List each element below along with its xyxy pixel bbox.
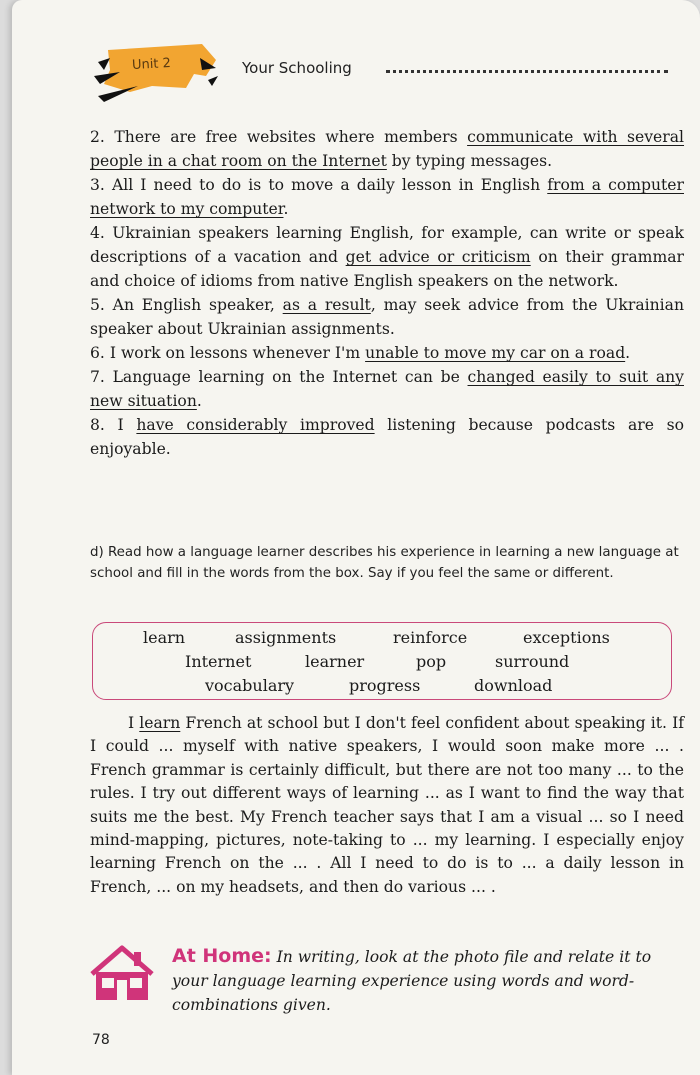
word-box-item: download — [474, 676, 553, 695]
page-number: 78 — [92, 1032, 110, 1048]
word-box-item: assignments — [235, 628, 337, 647]
word-box-item: vocabulary — [205, 676, 295, 695]
word-box-row — [93, 652, 671, 676]
dotted-rule — [386, 70, 668, 73]
at-home-task — [172, 944, 686, 1017]
unit-badge-icon — [90, 40, 220, 106]
sentence-2: 2. There are free websites where members communicate with several people in a chat room on the Internet by typing messages. — [90, 128, 685, 170]
unit-label: Unit 2 — [131, 55, 172, 74]
sentence-8: 8. I have considerably improved listening because podcasts are so enjoyable. — [90, 416, 684, 458]
word-box-item: exceptions — [523, 628, 610, 647]
word-box-item: surround — [495, 652, 570, 671]
textbook-page — [12, 0, 700, 1075]
sentence-3: 3. All I need to do is to move a daily lesson in English from a computer network to my computer. — [90, 176, 684, 218]
page-header — [90, 40, 690, 110]
word-box-item: pop — [416, 652, 447, 671]
word-box-item: learn — [143, 628, 186, 647]
fill-in-passage: I learn French at school but I don't feel confident about speaking it. If I could ... myself with native speakers, I would soon make more ... . French grammar is certainly difficult, but there are not too many ... to the rules. I try out different ways of learning ... as I want to find the way that suits me the best. My French teacher says that I am a visual ... so I need mind-mapping, pictures, note-taking to ... my learning. I especially enjoy learning French on the ... . All I need to do is to ... a daily lesson in French, ... on my headsets, and then do various ... . — [90, 714, 685, 896]
task-d-instructions: d) Read how a language learner describes his experience in learning a new language at school and fill in the words from the box. Say if you feel the same or different. — [90, 545, 679, 581]
word-box-item: Internet — [185, 652, 252, 671]
sentence-5: 5. An English speaker, as a result, may seek advice from the Ukrainian speaker about Ukrainian assignments. — [90, 296, 684, 338]
home-icon — [88, 944, 156, 1004]
word-box-row — [93, 676, 671, 700]
example-answer: learn — [139, 714, 181, 732]
word-box — [92, 622, 672, 700]
word-box-item: reinforce — [393, 628, 468, 647]
at-home-text: In writing, look at the photo file and relate it to your language learning experience using words and word-combinations given. — [172, 948, 652, 1014]
at-home-label: At Home: — [172, 945, 272, 967]
word-box-row — [93, 628, 671, 652]
section-title: Your Schooling — [242, 59, 352, 77]
word-box-item: learner — [305, 652, 365, 671]
sentence-4: 4. Ukrainian speakers learning English, for example, can write or speak descriptions of a vacation and get advice or criticism on their grammar and choice of idioms from native English speakers on the network. — [90, 224, 684, 290]
sentence-7: 7. Language learning on the Internet can be changed easily to suit any new situation. — [90, 368, 684, 410]
numbered-sentences — [90, 125, 684, 461]
sentence-6: 6. I work on lessons whenever I'm unable to move my car on a road. — [90, 344, 631, 362]
word-box-item: progress — [349, 676, 421, 695]
